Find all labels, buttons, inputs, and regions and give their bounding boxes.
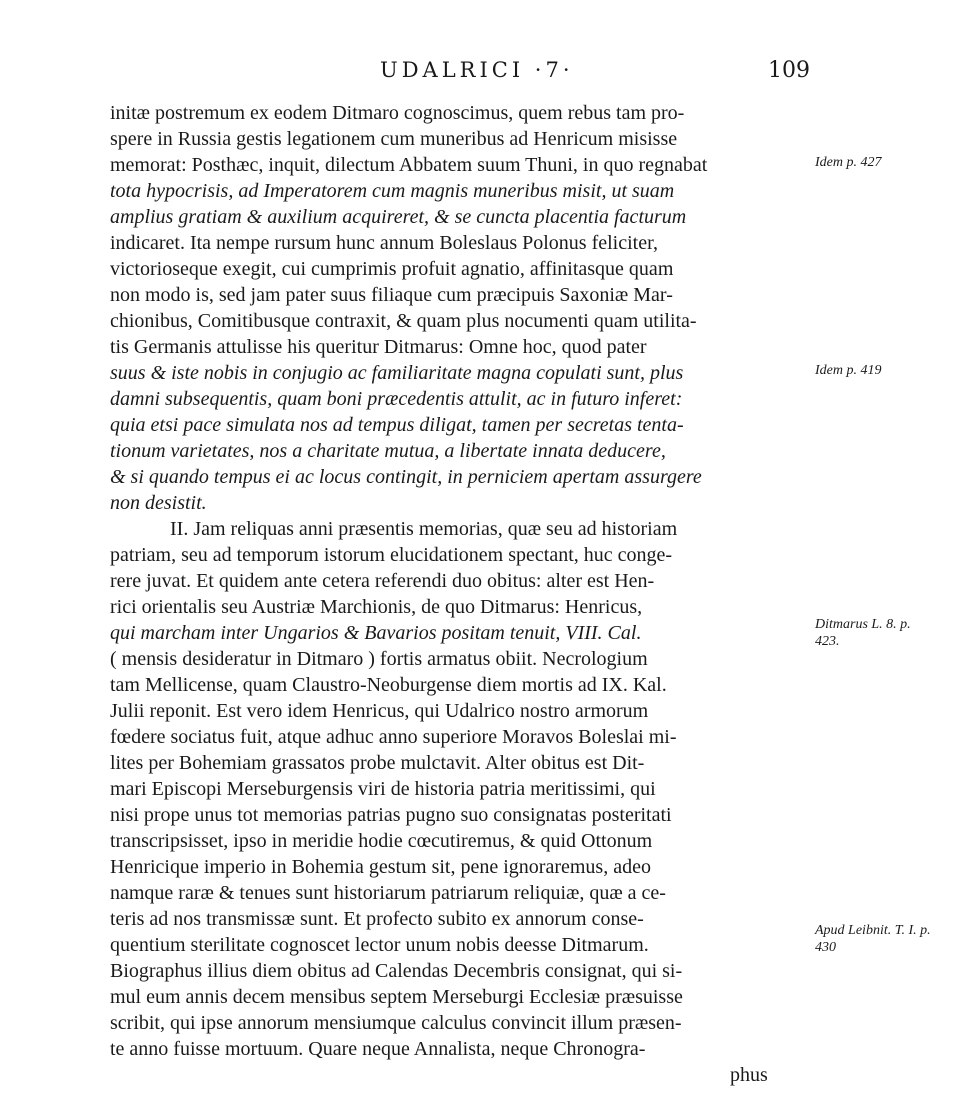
text-line: scribit, qui ipse annorum mensiumque calculus convincit illum præsen-	[110, 1012, 682, 1034]
text-line: ( mensis desideratur in Ditmaro ) fortis armatus obiit. Necrologium	[110, 648, 648, 670]
running-title: UDALRICI ·7·	[380, 58, 574, 82]
text-line: transcripsisset, ipso in meridie hodie cœcutiremus, & quid Ottonum	[110, 830, 653, 852]
text-line: chionibus, Comitibusque contraxit, & quam plus nocumenti quam utilita-	[110, 310, 697, 332]
text-line: tionum varietates, nos a charitate mutua, a libertate innata deducere,	[110, 440, 666, 462]
catchword: phus	[730, 1064, 768, 1086]
text-line: quentium sterilitate cognoscet lector unum nobis deesse Ditmarum.	[110, 934, 649, 956]
text-line: patriam, seu ad temporum istorum elucidationem spectant, huc conge-	[110, 544, 673, 566]
text-line: tis Germanis attulisse his queritur Ditmarus: Omne hoc, quod pater	[110, 336, 647, 358]
text-line: teris ad nos transmissæ sunt. Et profecto subito ex annorum conse-	[110, 908, 644, 930]
text-line: indicaret. Ita nempe rursum hunc annum Boleslaus Polonus feliciter,	[110, 232, 658, 254]
text-line: lites per Bohemiam grassatos probe mulctavit. Alter obitus est Dit-	[110, 752, 645, 774]
margin-note: Idem p. 427	[815, 155, 882, 170]
text-line: damni subsequentis, quam boni præcedentis attulit, ac in futuro inferet:	[110, 388, 683, 410]
margin-note: Ditmarus L. 8. p. 423.	[815, 617, 911, 649]
text-line: nisi prope unus tot memorias patrias pugno suo consignatas posteritati	[110, 804, 672, 826]
text-line: tam Mellicense, quam Claustro-Neoburgense diem mortis ad IX. Kal.	[110, 674, 667, 696]
text-line: quia etsi pace simulata nos ad tempus diligat, tamen per secretas tenta-	[110, 414, 684, 436]
text-line: initæ postremum ex eodem Ditmaro cognoscimus, quem rebus tam pro-	[110, 102, 685, 124]
text-line: rici orientalis seu Austriæ Marchionis, de quo Ditmarus: Henricus,	[110, 596, 643, 618]
text-line: fœdere sociatus fuit, atque adhuc anno superiore Moravos Boleslai mi-	[110, 726, 677, 748]
text-line: & si quando tempus ei ac locus contingit, in perniciem apertam assurgere	[110, 466, 702, 488]
text-line: suus & iste nobis in conjugio ac familiaritate magna copulati sunt, plus	[110, 362, 684, 384]
page-number: 109	[768, 58, 810, 83]
text-line: non modo is, sed jam pater suus filiaque cum præcipuis Saxoniæ Mar-	[110, 284, 673, 306]
text-line: Julii reponit. Est vero idem Henricus, qui Udalrico nostro armorum	[110, 700, 649, 722]
text-line: Henricique imperio in Bohemia gestum sit, pene ignoraremus, adeo	[110, 856, 651, 878]
text-line: Biographus illius diem obitus ad Calendas Decembris consignat, qui si-	[110, 960, 683, 982]
text-line: victorioseque exegit, cui cumprimis profuit agnatio, affinitasque quam	[110, 258, 674, 280]
text-line: rere juvat. Et quidem ante cetera referendi duo obitus: alter est Hen-	[110, 570, 655, 592]
margin-note: Idem p. 419	[815, 363, 882, 378]
text-line: amplius gratiam & auxilium acquireret, & se cuncta placentia facturum	[110, 206, 687, 228]
text-line: te anno fuisse mortuum. Quare neque Annalista, neque Chronogra-	[110, 1038, 646, 1060]
page-header	[110, 58, 810, 88]
text-line: non desistit.	[110, 492, 207, 514]
text-line: memorat: Posthæc, inquit, dilectum Abbatem suum Thuni, in quo regnabat	[110, 154, 708, 176]
text-line: II. Jam reliquas anni præsentis memorias, quæ seu ad historiam	[170, 518, 678, 540]
text-line: qui marcham inter Ungarios & Bavarios positam tenuit, VIII. Cal.	[110, 622, 642, 644]
text-line: namque raræ & tenues sunt historiarum patriarum reliquiæ, quæ a ce-	[110, 882, 666, 904]
margin-note: Apud Leibnit. T. I. p. 430	[815, 923, 931, 955]
text-line: mul eum annis decem mensibus septem Merseburgi Ecclesiæ præsuisse	[110, 986, 683, 1008]
text-line: mari Episcopi Merseburgensis viri de historia patria meritissimi, qui	[110, 778, 656, 800]
text-line: spere in Russia gestis legationem cum muneribus ad Henricum misisse	[110, 128, 678, 150]
text-line: tota hypocrisis, ad Imperatorem cum magnis muneribus misit, ut suam	[110, 180, 675, 202]
